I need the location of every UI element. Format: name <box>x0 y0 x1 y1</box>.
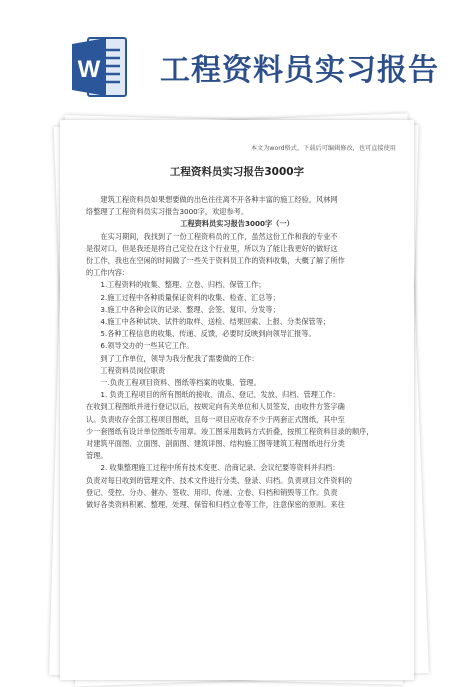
document-preview <box>60 120 414 669</box>
body-line: 一.负责工程项目资料、图纸等档案的收集、管理。 <box>100 378 261 388</box>
body-line: 1. 负责工程项目的所有图纸的接收、清点、登记、发放、归档、管理工作： <box>100 390 340 400</box>
body-line: 少一套图纸有设计单位图纸专用章。竣工图采用数码方式折叠，按照工程资料目录的顺序， <box>86 426 374 436</box>
body-line: 工程资料员岗位职责 <box>100 365 166 375</box>
body-line: 的工作内容： <box>86 268 130 278</box>
body-line: 到了工作单位，领导为我分配我了需要做的工作： <box>100 353 259 363</box>
document-note: 本文为word格式，下载后可编辑修改，也可直接使用 <box>250 145 396 152</box>
word-logo-letter: W <box>77 56 101 83</box>
body-line: 是很对口，但是我还是将自己定位在这个行业里，所以为了能让我更好的做好这 <box>86 243 338 253</box>
body-line: 认。负责收存全部工程项目图纸，且每一项目应收存不少于两套正式图纸，其中至 <box>86 414 345 424</box>
body-line: 对建筑平面图、立面图、剖面图、建筑详图、结构施工图等建筑工程图纸进行分类 <box>86 439 345 449</box>
list-item: 6.领导交办的一些其它工作。 <box>100 341 194 351</box>
banner-title: 工程资料员实习报告 <box>160 53 439 88</box>
document-body <box>86 194 388 511</box>
intro-line: 络整理了工程资料员实习报告3000字，欢迎参考。 <box>86 207 249 217</box>
body-line: 份工作，我也在空闲的时间做了一些关于资料员工作的资料收集，大概了解了所作 <box>86 256 345 266</box>
body-line: 负责对每日收到的管理文件、技术文件进行分类、登录、归档。负责项目文件资料的 <box>86 475 352 485</box>
intro-line: 建筑工程资料员如果想要做的出色往往离不开各种丰富的施工经验，风林网 <box>100 195 338 204</box>
body-line: 在实习期间，我找到了一份工程资料员的工作，虽然这份工作和我的专业不 <box>100 231 338 241</box>
body-line: 在收到工程图纸并进行登记以后，按规定向有关单位和人员签发，由收件方签字确 <box>86 402 345 412</box>
body-line: 做好各类资料积累、整理、处理、保管和归档立卷等工作，注意保密的原则。来往 <box>86 500 345 510</box>
section-subtitle: 工程资料员实习报告3000字（一） <box>180 219 294 229</box>
banner <box>0 0 474 112</box>
list-item: 3.施工中各种会议的记录、整理、会签、复印、分发等； <box>100 304 280 314</box>
list-item: 2.施工过程中各种质量保证资料的收集、检查、汇总等； <box>100 292 280 302</box>
document-title: 工程资料员实习报告3000字 <box>169 166 305 178</box>
list-item: 4.施工中各种试块、试件的取样、送检、结果回索、上报、分类保管等； <box>100 317 331 327</box>
list-item: 1.工程资料的收集、整理、立卷、归档、保管工作； <box>100 280 266 290</box>
list-item: 5.各种工程信息的收集、传递、反馈，必要时反映到向领导汇报等。 <box>100 329 316 339</box>
body-line: 登记、受控、分办、催办、签收、用印、传递、立卷、归档和销毁等工作。负责 <box>86 487 338 497</box>
body-line: 管理。 <box>86 451 108 461</box>
body-line: 2. 收集整理施工过程中所有技术变更、洽商记录、会议纪要等资料并归档： <box>100 463 340 473</box>
document-page <box>60 120 414 680</box>
word-document-icon <box>72 36 128 98</box>
